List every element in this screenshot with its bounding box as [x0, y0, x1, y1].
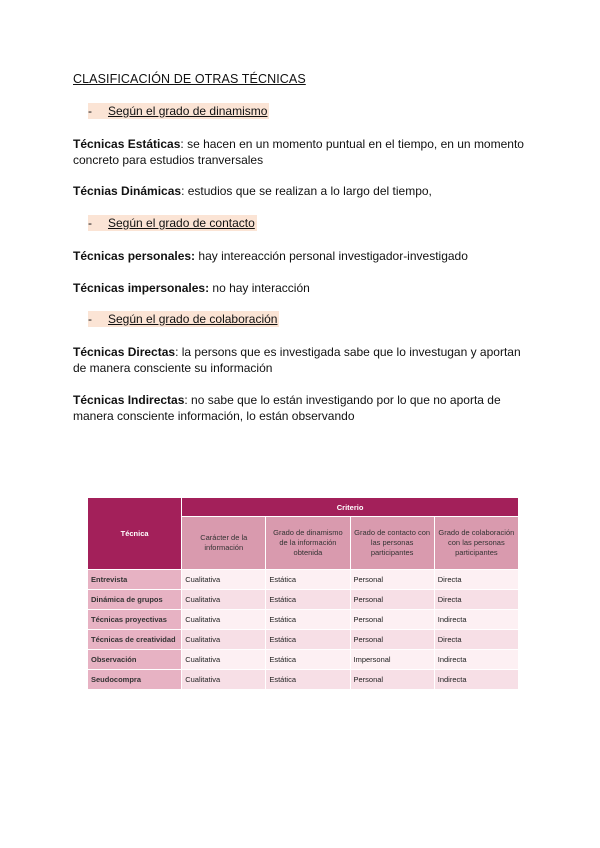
techniques-table: [87, 497, 519, 690]
bullet-label: Según el grado de contacto: [108, 216, 255, 230]
bullet-dinamismo: - Según el grado de dinamismo: [88, 104, 268, 118]
column-header: Grado de contacto con las personas participantes: [350, 517, 434, 570]
table-cell: Cualitativa: [182, 590, 266, 610]
table-cell: Personal: [350, 570, 434, 590]
table-cell: Personal: [350, 590, 434, 610]
table-cell: Cualitativa: [182, 650, 266, 670]
table-cell: Cualitativa: [182, 630, 266, 650]
row-label: Seudocompra: [88, 670, 182, 690]
definition-paragraph: [73, 345, 533, 376]
table-cell: Directa: [434, 590, 518, 610]
table-cell: Indirecta: [434, 670, 518, 690]
bullet-label: Según el grado de dinamismo: [108, 104, 268, 118]
table-row: [88, 630, 519, 650]
definition: no hay interacción: [209, 281, 310, 295]
table-cell: Personal: [350, 630, 434, 650]
table-criterio-header: Criterio: [182, 498, 519, 517]
row-label: Técnicas de creatividad: [88, 630, 182, 650]
term: Técnias Dinámicas: [73, 184, 182, 198]
definition: hay intereacción personal investigador-investigado: [195, 249, 468, 263]
row-label: Técnicas proyectivas: [88, 610, 182, 630]
table-cell: Cualitativa: [182, 570, 266, 590]
table-cell: Estática: [266, 630, 350, 650]
table-row: [88, 570, 519, 590]
table-row: [88, 670, 519, 690]
term: Técnicas impersonales:: [73, 281, 210, 295]
bullet-contacto: - Según el grado de contacto: [88, 216, 255, 230]
table-cell: Personal: [350, 670, 434, 690]
page-title: CLASIFICACIÓN DE OTRAS TÉCNICAS: [73, 72, 306, 86]
definition: : no sabe que lo están investigando por lo que no aporta de manera consciente información, lo están observando: [73, 393, 501, 423]
column-header: Grado de dinamismo de la información obtenida: [266, 517, 350, 570]
table-corner-header: Técnica: [88, 498, 182, 570]
table-cell: Estática: [266, 570, 350, 590]
table-cell: Cualitativa: [182, 610, 266, 630]
table-cell: Impersonal: [350, 650, 434, 670]
table-row: [88, 650, 519, 670]
table-cell: Estática: [266, 670, 350, 690]
row-label: Dinámica de grupos: [88, 590, 182, 610]
term: Técnicas personales:: [73, 249, 196, 263]
definition: : la persons que es investigada sabe que lo investugan y aportan de manera consciente su información: [73, 345, 521, 375]
table-cell: Indirecta: [434, 610, 518, 630]
row-label: Observación: [88, 650, 182, 670]
table-row: [88, 590, 519, 610]
bullet-label: Según el grado de colaboración: [108, 312, 278, 326]
table-cell: Directa: [434, 570, 518, 590]
definition-paragraph: [73, 249, 533, 265]
table-cell: Estática: [266, 590, 350, 610]
table-cell: Directa: [434, 630, 518, 650]
table-cell: Cualitativa: [182, 670, 266, 690]
table-cell: Personal: [350, 610, 434, 630]
definition-paragraph: [73, 137, 533, 168]
term: Técnicas Directas: [73, 345, 176, 359]
definition-paragraph: [73, 393, 533, 424]
table-cell: Estática: [266, 650, 350, 670]
term: Técnicas Indirectas: [73, 393, 185, 407]
definition-paragraph: [73, 184, 533, 200]
table-row: [88, 610, 519, 630]
table-cell: Estática: [266, 610, 350, 630]
row-label: Entrevista: [88, 570, 182, 590]
term: Técnicas Estáticas: [73, 137, 181, 151]
definition: : estudios que se realizan a lo largo del tiempo,: [181, 184, 432, 198]
bullet-colaboracion: - Según el grado de colaboración: [88, 312, 278, 326]
column-header: Carácter de la información: [182, 517, 266, 570]
definition: : se hacen en un momento puntual en el tiempo, en un momento concreto para estudios tranversales: [73, 137, 524, 167]
table-cell: Indirecta: [434, 650, 518, 670]
definition-paragraph: [73, 281, 533, 297]
column-header: Grado de colaboración con las personas participantes: [434, 517, 518, 570]
